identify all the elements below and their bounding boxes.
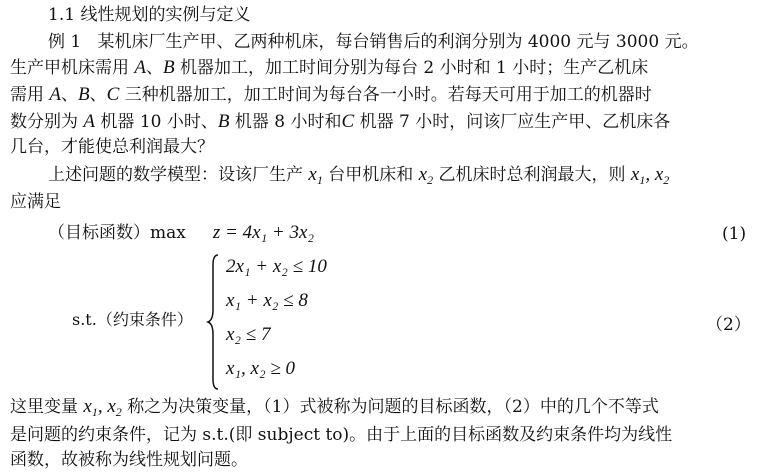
section-title: 1.1 线性规划的实例与定义 <box>48 5 251 25</box>
constraints-brace <box>206 253 220 391</box>
example-paragraph-line-3: 需用 A、B、C 三种机器加工，加工时间为每台各一小时。若每天可用于加工的机器时 <box>10 84 652 105</box>
example-paragraph-line-5: 几台，才能使总利润最大？ <box>10 137 214 157</box>
constraint-2: x₁ + x₂ ≤ 8 <box>226 290 308 311</box>
conclusion-paragraph-line-2: 是问题的约束条件，记为 s.t.(即 subject to)。由于上面的目标函数及约束条件均为线性 <box>10 425 673 445</box>
constraint-1: 2x₁ + x₂ ≤ 10 <box>226 256 327 277</box>
model-paragraph-line-1: 上述问题的数学模型：设该厂生产 $x_1$ 台甲机床和 $x_2$ 乙机床时总利润最大，则 $x_1$, $x_2$ <box>48 164 670 187</box>
constraints-label: s.t.（约束条件） <box>72 310 193 329</box>
example-paragraph-line-2: 生产甲机床需用 A、B 机器加工，加工时间分别为每台 2 小时和 1 小时；生产乙机床 <box>10 57 649 78</box>
conclusion-paragraph-line-1: 这里变量 $x_1$, $x_2$ 称之为决策变量，（1）式被称为问题的目标函数，（2）中的几个不等式 <box>10 396 659 419</box>
equation-number-2: （2） <box>706 315 751 335</box>
model-paragraph-line-2: 应满足 <box>10 192 61 212</box>
example-label: 例 1 <box>48 32 82 52</box>
equation-number-1: (1) <box>722 224 747 244</box>
objective-label: （目标函数）max <box>48 223 186 243</box>
constraint-3: x₂ ≤ 7 <box>226 324 271 345</box>
example-paragraph-line-1: 例 1 某机床厂生产甲、乙两种机床，每台销售后的利润分别为 4000 元与 3000 元。 <box>48 32 699 52</box>
conclusion-paragraph-line-3: 函数，故被称为线性规划问题。 <box>10 450 248 470</box>
objective-expression: z = 4x₁ + 3x₂ <box>212 222 314 243</box>
constraint-4: x₁, x₂ ≥ 0 <box>226 358 296 379</box>
objective-function <box>48 222 314 244</box>
example-paragraph-line-4: 数分别为 A 机器 10 小时、B 机器 8 小时和C 机器 7 小时，问该厂应生产甲、乙机床各 <box>10 111 671 132</box>
